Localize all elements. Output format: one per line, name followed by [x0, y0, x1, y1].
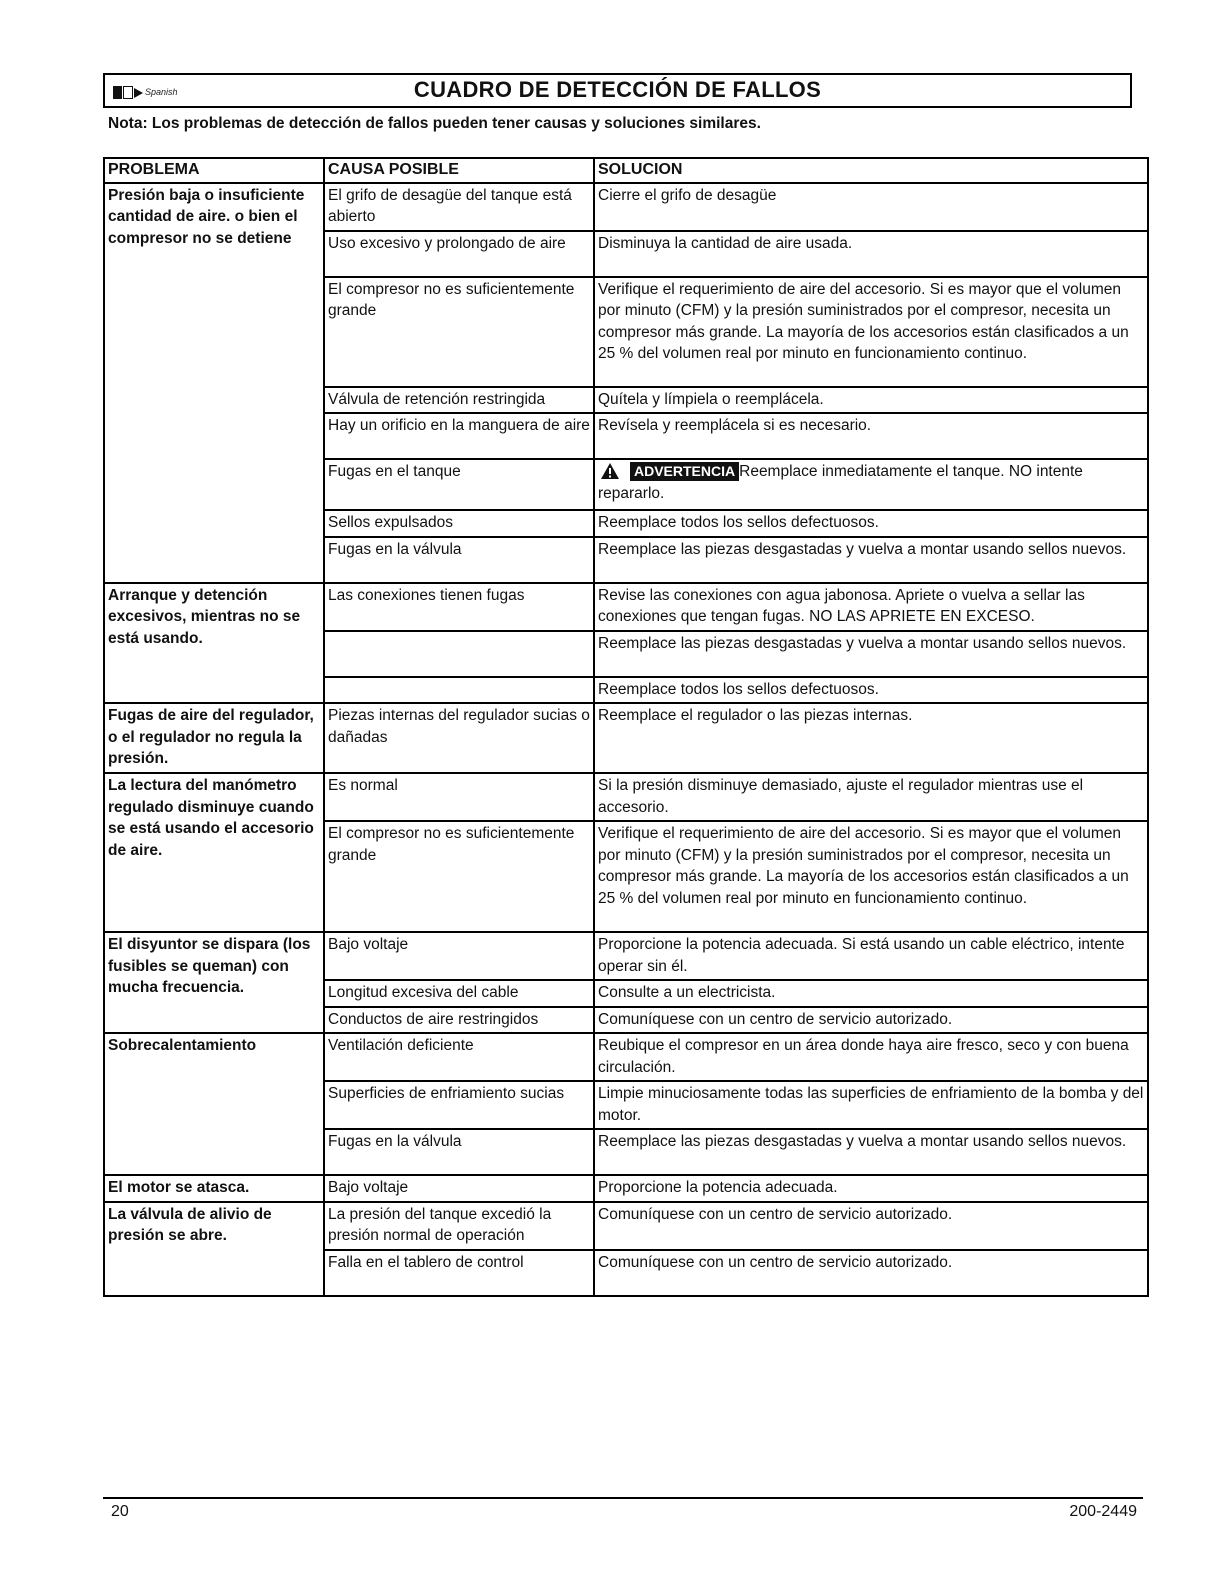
solution-cell: Comuníquese con un centro de servicio autorizado. — [594, 1250, 1148, 1296]
cause-cell: Superficies de enfriamiento sucias — [324, 1081, 594, 1129]
footer-rule — [103, 1497, 1143, 1499]
cause-cell: El compresor no es suficientemente grande — [324, 821, 594, 932]
cause-cell: Falla en el tablero de control — [324, 1250, 594, 1296]
cause-cell: El compresor no es suficientemente grande — [324, 277, 594, 387]
table-row — [104, 583, 1148, 631]
solution-text: Reemplace inmediatamente el tanque. NO intente repararlo. — [598, 463, 1083, 502]
cause-cell: Fugas en la válvula — [324, 1129, 594, 1175]
table-row — [104, 1175, 1148, 1202]
cause-cell — [324, 677, 594, 704]
cause-cell: Uso excesivo y prolongado de aire — [324, 231, 594, 277]
table-header-row — [104, 158, 1148, 183]
table-row — [104, 703, 1148, 773]
cause-cell: Fugas en la válvula — [324, 537, 594, 583]
cause-cell: Sellos expulsados — [324, 510, 594, 537]
cause-cell: Longitud excesiva del cable — [324, 980, 594, 1007]
solution-cell: Reubique el compresor en un área donde haya aire fresco, seco y con buena circulación. — [594, 1033, 1148, 1081]
troubleshooting-table — [103, 157, 1149, 1297]
cause-cell: Bajo voltaje — [324, 1175, 594, 1202]
cause-cell: La presión del tanque excedió la presión normal de operación — [324, 1202, 594, 1250]
solution-cell: Proporcione la potencia adecuada. — [594, 1175, 1148, 1202]
note-text: Nota: Los problemas de detección de fallos pueden tener causas y soluciones similares. — [108, 115, 761, 132]
solution-cell — [594, 459, 1148, 510]
table-row — [104, 932, 1148, 980]
header-cause: CAUSA POSIBLE — [324, 158, 594, 183]
cause-cell: El grifo de desagüe del tanque está abierto — [324, 183, 594, 231]
title-box — [103, 73, 1132, 108]
solution-cell: Si la presión disminuye demasiado, ajuste el regulador mientras use el accesorio. — [594, 773, 1148, 821]
cause-cell: Conductos de aire restringidos — [324, 1007, 594, 1034]
cause-cell — [324, 631, 594, 677]
solution-cell: Revise las conexiones con agua jabonosa. Apriete o vuelva a sellar las conexiones que tengan fugas. NO LAS APRIETE EN EXCESO. — [594, 583, 1148, 631]
cause-cell: Ventilación deficiente — [324, 1033, 594, 1081]
solution-cell: Revísela y reemplácela si es necesario. — [594, 413, 1148, 459]
page-number: 20 — [111, 1503, 129, 1520]
solution-cell: Reemplace las piezas desgastadas y vuelva a montar usando sellos nuevos. — [594, 631, 1148, 677]
document-number: 200-2449 — [1069, 1503, 1137, 1520]
cause-cell: Válvula de retención restringida — [324, 387, 594, 414]
table-row — [104, 1202, 1148, 1250]
warning-triangle-icon — [600, 462, 620, 480]
solution-cell: Reemplace las piezas desgastadas y vuelva a montar usando sellos nuevos. — [594, 1129, 1148, 1175]
solution-cell: Reemplace las piezas desgastadas y vuelva a montar usando sellos nuevos. — [594, 537, 1148, 583]
cause-cell: Fugas en el tanque — [324, 459, 594, 510]
table-row — [104, 1033, 1148, 1081]
problem-cell: El motor se atasca. — [104, 1175, 324, 1202]
header-problem: PROBLEMA — [104, 158, 324, 183]
header-solution: SOLUCION — [594, 158, 1148, 183]
solution-cell: Cierre el grifo de desagüe — [594, 183, 1148, 231]
cause-cell: Las conexiones tienen fugas — [324, 583, 594, 631]
solution-cell: Verifique el requerimiento de aire del accesorio. Si es mayor que el volumen por minuto (CFM) y la presión suministrados por el compresor, necesita un compresor más grande. La mayoría de los accesorios están clasificados a un 25 % del volumen real por minuto en funcionamiento continuo. — [594, 821, 1148, 932]
cause-cell: Bajo voltaje — [324, 932, 594, 980]
table-row — [104, 773, 1148, 821]
problem-cell: El disyuntor se dispara (los fusibles se queman) con mucha frecuencia. — [104, 932, 324, 1033]
problem-cell: Presión baja o insuficiente cantidad de aire. o bien el compresor no se detiene — [104, 183, 324, 583]
solution-cell: Verifique el requerimiento de aire del accesorio. Si es mayor que el volumen por minuto (CFM) y la presión suministrados por el compresor, necesita un compresor más grande. La mayoría de los accesorios están clasificados a un 25 % del volumen real por minuto en funcionamiento continuo. — [594, 277, 1148, 387]
solution-cell: Comuníquese con un centro de servicio autorizado. — [594, 1202, 1148, 1250]
table-row — [104, 183, 1148, 231]
problem-cell: Sobrecalentamiento — [104, 1033, 324, 1175]
solution-cell: Comuníquese con un centro de servicio autorizado. — [594, 1007, 1148, 1034]
solution-cell: Quítela y límpiela o reemplácela. — [594, 387, 1148, 414]
warning-badge: ADVERTENCIA — [630, 462, 739, 481]
solution-cell: Reemplace todos los sellos defectuosos. — [594, 510, 1148, 537]
solution-cell: Consulte a un electricista. — [594, 980, 1148, 1007]
solution-cell: Reemplace todos los sellos defectuosos. — [594, 677, 1148, 704]
cause-cell: Piezas internas del regulador sucias o dañadas — [324, 703, 594, 773]
cause-cell: Es normal — [324, 773, 594, 821]
problem-cell: Arranque y detención excesivos, mientras no se está usando. — [104, 583, 324, 704]
cause-cell: Hay un orificio en la manguera de aire — [324, 413, 594, 459]
solution-cell: Proporcione la potencia adecuada. Si está usando un cable eléctrico, intente operar sin él. — [594, 932, 1148, 980]
page-title: CUADRO DE DETECCIÓN DE FALLOS — [413, 77, 822, 102]
solution-cell: Reemplace el regulador o las piezas internas. — [594, 703, 1148, 773]
problem-cell: La válvula de alivio de presión se abre. — [104, 1202, 324, 1296]
solution-cell: Limpie minuciosamente todas las superficies de enfriamiento de la bomba y del motor. — [594, 1081, 1148, 1129]
problem-cell: Fugas de aire del regulador, o el regulador no regula la presión. — [104, 703, 324, 773]
table-body — [104, 183, 1148, 1296]
problem-cell: La lectura del manómetro regulado disminuye cuando se está usando el accesorio de aire. — [104, 773, 324, 932]
solution-cell: Disminuya la cantidad de aire usada. — [594, 231, 1148, 277]
language-label: Spanish — [145, 87, 178, 97]
